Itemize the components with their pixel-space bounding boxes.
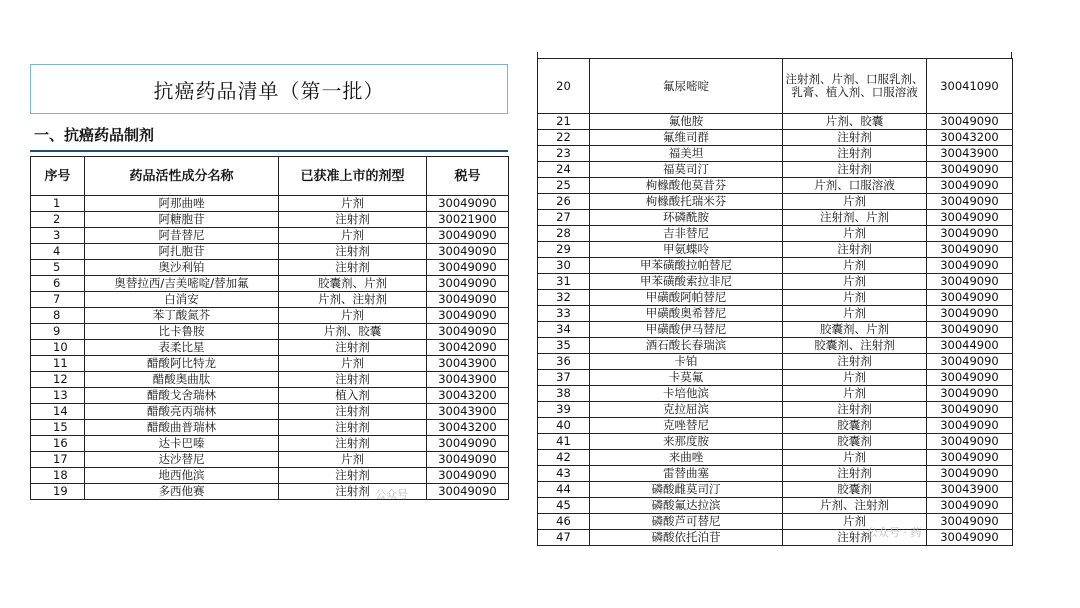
cell-dosage-form: 片剂 — [279, 356, 427, 372]
cell-ingredient: 卡培他滨 — [590, 386, 783, 402]
cell-ingredient: 福美坦 — [590, 146, 783, 162]
cell-dosage-form: 注射剂、片剂、口服乳剂、乳膏、植入剂、口服溶液 — [783, 59, 927, 114]
cell-tax-code: 30049090 — [927, 178, 1013, 194]
cell-tax-code: 30049090 — [927, 322, 1013, 338]
table-row — [31, 372, 509, 388]
cell-dosage-form: 注射剂 — [279, 468, 427, 484]
cell-tax-code: 30049090 — [427, 228, 509, 244]
cell-tax-code: 30041090 — [927, 59, 1013, 114]
table-body-right — [538, 59, 1013, 546]
table-row — [31, 196, 509, 212]
cell-index: 15 — [31, 420, 85, 436]
cell-tax-code: 30043200 — [427, 420, 509, 436]
cell-index: 16 — [31, 436, 85, 452]
cell-index: 39 — [538, 402, 590, 418]
cell-ingredient: 氟尿嘧啶 — [590, 59, 783, 114]
cell-tax-code: 30049090 — [927, 450, 1013, 466]
cell-index: 22 — [538, 130, 590, 146]
cell-dosage-form: 注射剂 — [279, 212, 427, 228]
cell-ingredient: 多西他赛 — [85, 484, 279, 500]
cell-ingredient: 来曲唑 — [590, 450, 783, 466]
table-row — [31, 356, 509, 372]
cell-dosage-form: 片剂、注射剂 — [783, 498, 927, 514]
cell-index: 21 — [538, 114, 590, 130]
cell-tax-code: 30049090 — [427, 308, 509, 324]
cell-index: 40 — [538, 418, 590, 434]
cell-dosage-form: 注射剂 — [783, 402, 927, 418]
table-row — [538, 130, 1013, 146]
cell-tax-code: 30049090 — [427, 468, 509, 484]
cell-index: 20 — [538, 59, 590, 114]
cell-index: 45 — [538, 498, 590, 514]
cell-index: 36 — [538, 354, 590, 370]
cell-tax-code: 30049090 — [927, 242, 1013, 258]
cell-ingredient: 枸橼酸他莫昔芬 — [590, 178, 783, 194]
section-heading: 一、抗癌药品制剂 — [34, 126, 155, 144]
table-row — [538, 402, 1013, 418]
cell-index: 7 — [31, 292, 85, 308]
cell-tax-code: 30049090 — [927, 290, 1013, 306]
table-row — [31, 308, 509, 324]
cell-tax-code: 30049090 — [427, 276, 509, 292]
cell-dosage-form: 胶囊剂 — [783, 482, 927, 498]
cell-index: 13 — [31, 388, 85, 404]
cell-dosage-form: 片剂 — [279, 452, 427, 468]
cell-ingredient: 卡铂 — [590, 354, 783, 370]
cell-dosage-form: 注射剂 — [783, 242, 927, 258]
drug-table-right — [537, 58, 1013, 546]
cell-dosage-form: 注射剂 — [279, 420, 427, 436]
cell-ingredient: 甲磺酸伊马替尼 — [590, 322, 783, 338]
cell-tax-code: 30049090 — [927, 194, 1013, 210]
cell-index: 12 — [31, 372, 85, 388]
cell-tax-code: 30049090 — [927, 434, 1013, 450]
cell-index: 35 — [538, 338, 590, 354]
cell-dosage-form: 片剂、胶囊 — [783, 114, 927, 130]
watermark-right: 公众号 · 药 — [867, 526, 922, 539]
cell-ingredient: 奥沙利铂 — [85, 260, 279, 276]
cell-dosage-form: 片剂 — [783, 194, 927, 210]
cell-ingredient: 达卡巴嗪 — [85, 436, 279, 452]
cell-dosage-form: 注射剂 — [279, 484, 427, 500]
cell-ingredient: 酒石酸长春瑞滨 — [590, 338, 783, 354]
cell-tax-code: 30043900 — [927, 146, 1013, 162]
table-row — [31, 212, 509, 228]
cell-index: 24 — [538, 162, 590, 178]
table-row — [31, 340, 509, 356]
cell-ingredient: 表柔比星 — [85, 340, 279, 356]
cell-ingredient: 克拉屈滨 — [590, 402, 783, 418]
table-row — [538, 210, 1013, 226]
cell-tax-code: 30049090 — [427, 260, 509, 276]
table-row — [31, 452, 509, 468]
table-row — [538, 354, 1013, 370]
cell-dosage-form: 注射剂 — [783, 146, 927, 162]
cell-ingredient: 醋酸曲普瑞林 — [85, 420, 279, 436]
cell-tax-code: 30049090 — [427, 452, 509, 468]
cell-ingredient: 白消安 — [85, 292, 279, 308]
cell-index: 10 — [31, 340, 85, 356]
table-row — [538, 450, 1013, 466]
cell-tax-code: 30043900 — [927, 482, 1013, 498]
cell-index: 38 — [538, 386, 590, 402]
cell-dosage-form: 注射剂 — [783, 466, 927, 482]
cell-dosage-form: 注射剂、片剂 — [783, 210, 927, 226]
table-row — [538, 194, 1013, 210]
cell-ingredient: 阿扎胞苷 — [85, 244, 279, 260]
cell-tax-code: 30049090 — [927, 386, 1013, 402]
cell-ingredient: 醋酸阿比特龙 — [85, 356, 279, 372]
cell-dosage-form: 片剂、口服溶液 — [783, 178, 927, 194]
cell-dosage-form: 片剂、注射剂 — [279, 292, 427, 308]
cell-ingredient: 甲磺酸阿帕替尼 — [590, 290, 783, 306]
cell-index: 19 — [31, 484, 85, 500]
table-row — [31, 484, 509, 500]
cell-ingredient: 来那度胺 — [590, 434, 783, 450]
cell-dosage-form: 胶囊剂 — [783, 434, 927, 450]
table-row — [538, 466, 1013, 482]
table-row — [31, 276, 509, 292]
cell-dosage-form: 片剂 — [279, 196, 427, 212]
cell-ingredient: 地西他滨 — [85, 468, 279, 484]
cell-tax-code: 30049090 — [927, 370, 1013, 386]
cell-tax-code: 30043900 — [427, 372, 509, 388]
cell-ingredient: 甲磺酸奥希替尼 — [590, 306, 783, 322]
cell-dosage-form: 注射剂 — [783, 530, 927, 546]
cell-tax-code: 30049090 — [927, 274, 1013, 290]
cell-dosage-form: 胶囊剂、片剂 — [783, 322, 927, 338]
cell-tax-code: 30049090 — [927, 530, 1013, 546]
table-row — [31, 388, 509, 404]
cell-ingredient: 氟维司群 — [590, 130, 783, 146]
cell-dosage-form: 注射剂 — [783, 130, 927, 146]
cell-index: 29 — [538, 242, 590, 258]
cell-tax-code: 30049090 — [427, 324, 509, 340]
cell-tax-code: 30043200 — [927, 130, 1013, 146]
cell-tax-code: 30049090 — [427, 292, 509, 308]
table-row — [538, 59, 1013, 114]
cell-index: 28 — [538, 226, 590, 242]
cell-tax-code: 30049090 — [927, 402, 1013, 418]
cell-ingredient: 环磷酰胺 — [590, 210, 783, 226]
cell-index: 30 — [538, 258, 590, 274]
cell-tax-code: 30044900 — [927, 338, 1013, 354]
cell-tax-code: 30049090 — [427, 244, 509, 260]
cell-ingredient: 达沙替尼 — [85, 452, 279, 468]
table-row — [538, 514, 1013, 530]
table-row — [538, 274, 1013, 290]
cell-tax-code: 30049090 — [927, 258, 1013, 274]
table-row — [31, 420, 509, 436]
document-page-right — [537, 52, 1012, 546]
cell-index: 6 — [31, 276, 85, 292]
cell-dosage-form: 片剂 — [783, 370, 927, 386]
table-row — [538, 530, 1013, 546]
cell-dosage-form: 片剂 — [783, 258, 927, 274]
cell-tax-code: 30042090 — [427, 340, 509, 356]
cell-tax-code: 30049090 — [927, 498, 1013, 514]
cell-dosage-form: 片剂 — [783, 514, 927, 530]
cell-dosage-form: 胶囊剂 — [783, 418, 927, 434]
cell-dosage-form: 胶囊剂、注射剂 — [783, 338, 927, 354]
cell-index: 9 — [31, 324, 85, 340]
table-row — [538, 290, 1013, 306]
header-index: 序号 — [31, 157, 85, 196]
cell-tax-code: 30043900 — [427, 356, 509, 372]
table-row — [31, 292, 509, 308]
cell-dosage-form: 注射剂 — [783, 162, 927, 178]
cell-tax-code: 30049090 — [427, 484, 509, 500]
table-row — [538, 226, 1013, 242]
table-row — [538, 178, 1013, 194]
cell-index: 25 — [538, 178, 590, 194]
cell-tax-code: 30043900 — [427, 404, 509, 420]
section-divider — [30, 150, 508, 152]
table-row — [31, 324, 509, 340]
cell-tax-code: 30049090 — [927, 514, 1013, 530]
cell-index: 1 — [31, 196, 85, 212]
cell-ingredient: 阿那曲唑 — [85, 196, 279, 212]
table-row — [538, 386, 1013, 402]
cell-index: 41 — [538, 434, 590, 450]
table-row — [538, 258, 1013, 274]
cell-tax-code: 30049090 — [927, 306, 1013, 322]
cell-ingredient: 枸橼酸托瑞米芬 — [590, 194, 783, 210]
cell-ingredient: 苯丁酸氮芥 — [85, 308, 279, 324]
cell-dosage-form: 片剂 — [783, 450, 927, 466]
cell-index: 3 — [31, 228, 85, 244]
cell-ingredient: 阿昔替尼 — [85, 228, 279, 244]
cell-index: 2 — [31, 212, 85, 228]
cell-index: 11 — [31, 356, 85, 372]
table-row — [31, 404, 509, 420]
table-row — [31, 468, 509, 484]
cell-tax-code: 30049090 — [927, 210, 1013, 226]
cell-dosage-form: 植入剂 — [279, 388, 427, 404]
cell-ingredient: 奥替拉西/吉美嘧啶/替加氟 — [85, 276, 279, 292]
table-row — [538, 498, 1013, 514]
cell-tax-code: 30049090 — [427, 436, 509, 452]
cell-ingredient: 磷酸雌莫司汀 — [590, 482, 783, 498]
document-page-left — [30, 64, 508, 500]
cell-ingredient: 醋酸亮丙瑞林 — [85, 404, 279, 420]
cell-index: 43 — [538, 466, 590, 482]
table-row — [538, 114, 1013, 130]
cell-index: 18 — [31, 468, 85, 484]
cell-tax-code: 30049090 — [927, 114, 1013, 130]
cell-index: 8 — [31, 308, 85, 324]
cell-index: 37 — [538, 370, 590, 386]
cell-index: 32 — [538, 290, 590, 306]
watermark-left: 公众号 — [375, 488, 408, 501]
table-row — [538, 242, 1013, 258]
cell-dosage-form: 片剂 — [783, 290, 927, 306]
header-tax-code: 税号 — [427, 157, 509, 196]
cell-ingredient: 醋酸奥曲肽 — [85, 372, 279, 388]
table-row — [538, 434, 1013, 450]
cell-dosage-form: 注射剂 — [279, 244, 427, 260]
header-dosage-form: 已获准上市的剂型 — [279, 157, 427, 196]
cell-ingredient: 吉非替尼 — [590, 226, 783, 242]
cell-dosage-form: 注射剂 — [279, 404, 427, 420]
table-row — [31, 228, 509, 244]
cell-dosage-form: 片剂 — [783, 306, 927, 322]
cell-dosage-form: 片剂 — [279, 228, 427, 244]
header-ingredient: 药品活性成分名称 — [85, 157, 279, 196]
cell-tax-code: 30049090 — [927, 162, 1013, 178]
cell-ingredient: 卡莫氟 — [590, 370, 783, 386]
table-row — [538, 322, 1013, 338]
cell-index: 5 — [31, 260, 85, 276]
cell-ingredient: 福莫司汀 — [590, 162, 783, 178]
cell-ingredient: 克唑替尼 — [590, 418, 783, 434]
table-body-left — [31, 196, 509, 500]
cell-dosage-form: 片剂 — [783, 226, 927, 242]
cell-tax-code: 30049090 — [927, 226, 1013, 242]
cell-ingredient: 甲苯磺酸拉帕替尼 — [590, 258, 783, 274]
cell-dosage-form: 片剂 — [783, 274, 927, 290]
document-title: 抗癌药品清单（第一批） — [30, 64, 508, 114]
cell-dosage-form: 注射剂 — [279, 436, 427, 452]
table-row — [538, 162, 1013, 178]
cell-index: 26 — [538, 194, 590, 210]
cell-ingredient: 磷酸依托泊苷 — [590, 530, 783, 546]
cell-ingredient: 醋酸戈舍瑞林 — [85, 388, 279, 404]
cell-tax-code: 30021900 — [427, 212, 509, 228]
cell-dosage-form: 片剂 — [279, 308, 427, 324]
table-row — [31, 244, 509, 260]
cell-tax-code: 30049090 — [927, 354, 1013, 370]
cell-dosage-form: 注射剂 — [279, 372, 427, 388]
cell-ingredient: 比卡鲁胺 — [85, 324, 279, 340]
table-row — [538, 370, 1013, 386]
table-row — [538, 146, 1013, 162]
cell-index: 4 — [31, 244, 85, 260]
cell-index: 47 — [538, 530, 590, 546]
cell-index: 23 — [538, 146, 590, 162]
cell-tax-code: 30043200 — [427, 388, 509, 404]
table-row — [538, 418, 1013, 434]
table-row — [538, 306, 1013, 322]
table-row — [538, 338, 1013, 354]
table-row — [31, 260, 509, 276]
cell-index: 46 — [538, 514, 590, 530]
cell-dosage-form: 注射剂 — [279, 340, 427, 356]
table-header-row — [31, 157, 509, 196]
cell-tax-code: 30049090 — [427, 196, 509, 212]
cell-ingredient: 磷酸芦可替尼 — [590, 514, 783, 530]
drug-table-left — [30, 156, 509, 500]
cell-index: 33 — [538, 306, 590, 322]
cell-ingredient: 甲苯磺酸索拉非尼 — [590, 274, 783, 290]
cell-ingredient: 雷替曲塞 — [590, 466, 783, 482]
cell-ingredient: 甲氨蝶呤 — [590, 242, 783, 258]
cell-dosage-form: 片剂、胶囊 — [279, 324, 427, 340]
cell-index: 27 — [538, 210, 590, 226]
cell-index: 14 — [31, 404, 85, 420]
table-row — [31, 436, 509, 452]
cell-ingredient: 磷酸氟达拉滨 — [590, 498, 783, 514]
cell-tax-code: 30049090 — [927, 466, 1013, 482]
cell-ingredient: 氟他胺 — [590, 114, 783, 130]
cell-index: 17 — [31, 452, 85, 468]
table-row — [538, 482, 1013, 498]
cell-dosage-form: 片剂 — [783, 386, 927, 402]
cell-dosage-form: 注射剂 — [783, 354, 927, 370]
cell-ingredient: 阿糖胞苷 — [85, 212, 279, 228]
cell-index: 34 — [538, 322, 590, 338]
cell-dosage-form: 胶囊剂、片剂 — [279, 276, 427, 292]
cell-index: 31 — [538, 274, 590, 290]
cell-dosage-form: 注射剂 — [279, 260, 427, 276]
cell-index: 44 — [538, 482, 590, 498]
cell-tax-code: 30049090 — [927, 418, 1013, 434]
cell-index: 42 — [538, 450, 590, 466]
